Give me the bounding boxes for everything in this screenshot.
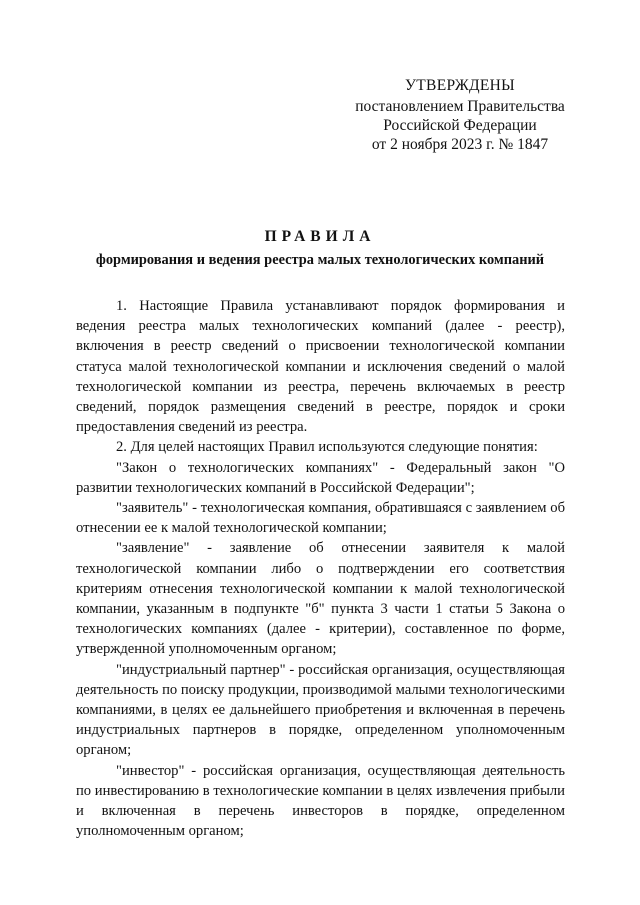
paragraph: 1. Настоящие Правила устанавливают порядок формирования и ведения реестра малых технологических компаний (далее - реестр), включения в реестр сведений о присвоении технологической компании статуса малой технологической компании и исключения сведений о малой технологической компании из реестра, перечень включаемых в реестр сведений, порядок размещения сведений в реестре, порядок и сроки предоставления сведений из реестра.: [76, 298, 565, 436]
approval-line: Российской Федерации: [383, 117, 537, 134]
paragraph: "заявитель" - технологическая компания, обратившаяся с заявлением об отнесении ее к малой технологической компании;: [76, 500, 565, 537]
paragraph: "Закон о технологических компаниях" - Федеральный закон "О развитии технологических компаний в Российской Федерации";: [76, 459, 565, 496]
approval-line: постановлением Правительства: [355, 98, 565, 115]
document-body: [76, 296, 565, 841]
paragraph: 2. Для целей настоящих Правил используются следующие понятия:: [116, 439, 538, 456]
document-title: ПРАВИЛА: [264, 228, 376, 245]
paragraph: "заявление" - заявление об отнесении заявителя к малой технологической компании либо о подтверждении его соответствия критериям отнесения технологической компании к малой технологической компании, указанным в подпункте "б" пункта 3 части 1 статьи 5 Закона о технологических компаниях (далее - критерии), составленное по форме, утвержденной уполномоченным органом;: [76, 540, 565, 658]
paragraph: "индустриальный партнер" - российская организация, осуществляющая деятельность по поиску продукции, производимой малыми технологическими компаниями, в целях ее дальнейшего приобретения и включенная в перечень индустриальных партнеров в порядке, определенном уполномоченным органом;: [76, 661, 565, 759]
approval-block: [330, 76, 590, 154]
approval-line: от 2 ноября 2023 г. № 1847: [371, 136, 549, 153]
paragraph: "инвестор" - российская организация, осуществляющая деятельность по инвестированию в технологические компании в целях извлечения прибыли и включенная в перечень инвесторов в порядке, определенном уполномоченным органом;: [76, 762, 565, 840]
approval-heading: УТВЕРЖДЕНЫ: [405, 77, 515, 94]
document-subtitle: формирования и ведения реестра малых технологических компаний: [95, 252, 545, 268]
